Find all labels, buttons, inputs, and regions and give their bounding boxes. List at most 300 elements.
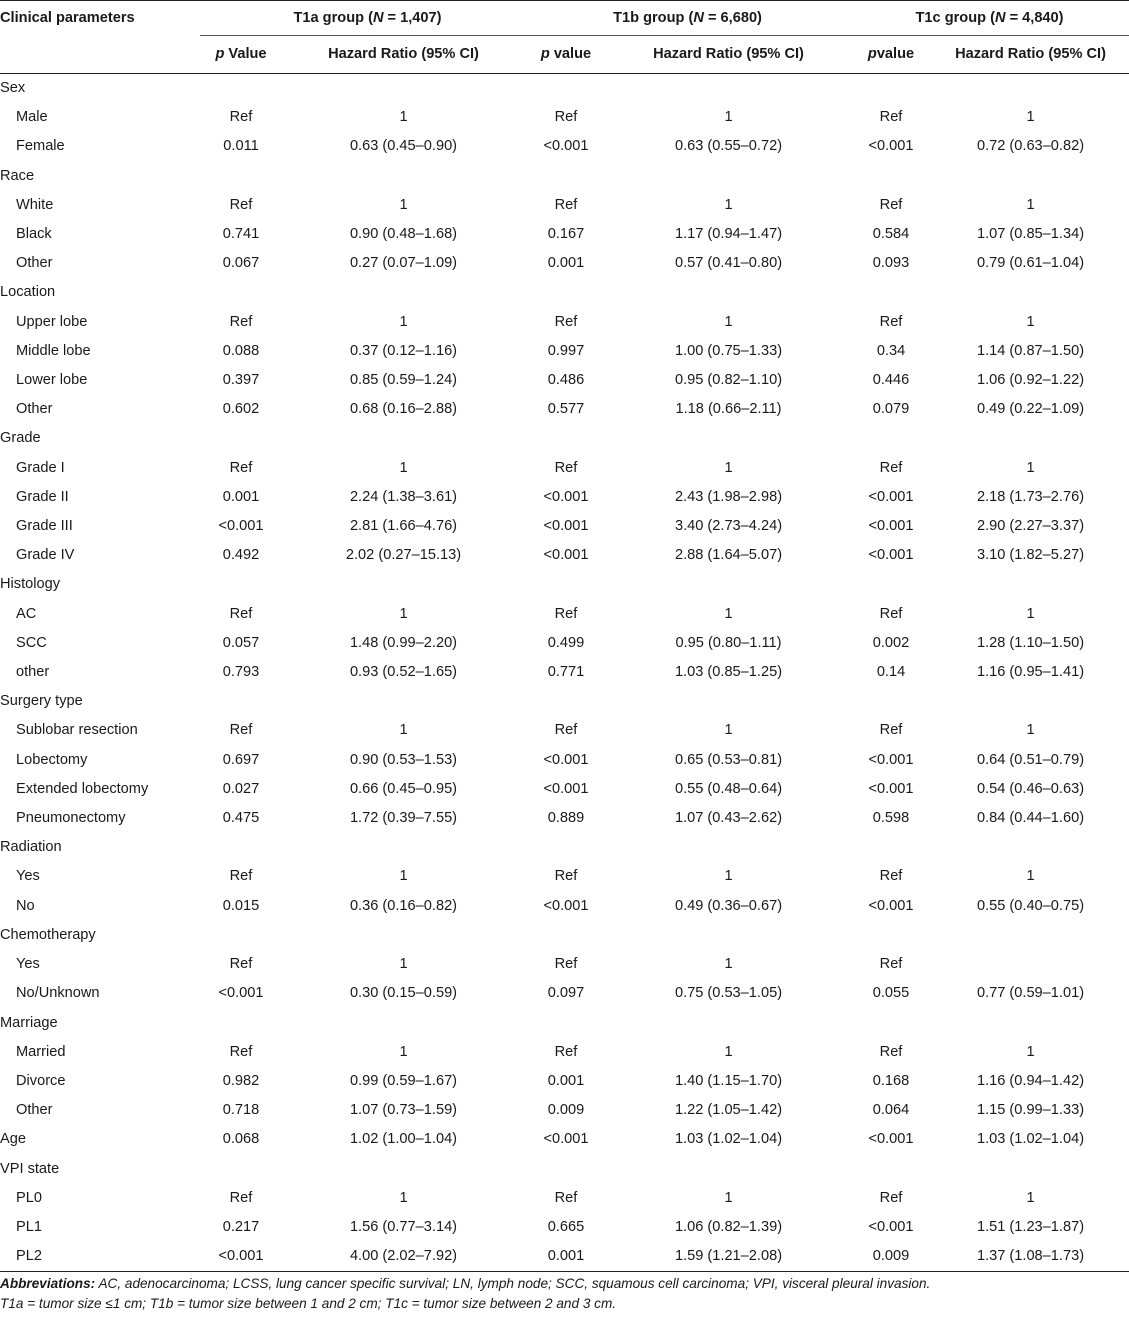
t1a-hazard-ratio-cell: 0.63 (0.45–0.90) <box>349 138 458 155</box>
t1c-p-value-cell: 0.064 <box>872 1102 910 1119</box>
t1c-hazard-ratio-cell: 1 <box>1026 868 1035 885</box>
t1b-p-value-cell: Ref <box>554 1043 578 1060</box>
t1c-hazard-ratio-cell: 1 <box>1026 313 1035 330</box>
parameter-label: PL0 <box>16 1189 42 1206</box>
t1c-p-value-cell: 0.14 <box>876 664 906 681</box>
parameter-label: Extended lobectomy <box>16 780 149 797</box>
t1b-hazard-ratio-cell <box>607 424 850 453</box>
t1c-hazard-ratio-cell: 2.90 (2.27–3.37) <box>976 518 1085 535</box>
t1b-p-value-cell <box>525 570 607 599</box>
t1a-p-value-cell: Ref <box>229 196 253 213</box>
t1b-p-value-cell: Ref <box>554 196 578 213</box>
t1b-p-value-cell <box>525 278 607 307</box>
table-row <box>0 220 1129 249</box>
t1a-p-value-cell: <0.001 <box>200 1242 282 1272</box>
t1a-hazard-ratio-cell: 0.99 (0.59–1.67) <box>349 1072 458 1089</box>
t1c-hazard-ratio-cell: 1.16 (0.95–1.41) <box>976 664 1085 681</box>
t1a-p-value-cell: 0.397 <box>222 372 260 389</box>
t1a-hazard-ratio-cell: 0.36 (0.16–0.82) <box>349 897 458 914</box>
t1a-p-value-cell: 0.217 <box>222 1218 260 1235</box>
p-letter: p <box>867 46 877 62</box>
t1b-hazard-ratio-cell: 1 <box>724 196 733 213</box>
t1c-p-value-cell: <0.001 <box>868 488 914 505</box>
table-footnote <box>0 1274 1129 1314</box>
t1a-hazard-ratio-cell: 0.68 (0.16–2.88) <box>349 401 458 418</box>
t1b-p-value-cell: 0.577 <box>547 401 585 418</box>
t1c-p-value-cell: Ref <box>879 1043 903 1060</box>
t1a-hazard-ratio-cell: 1 <box>399 868 408 885</box>
t1a-hazard-ratio-cell: 1 <box>399 605 408 622</box>
t1b-hazard-ratio-cell <box>607 1009 850 1038</box>
t1c-hazard-ratio-cell: 1.15 (0.99–1.33) <box>976 1102 1085 1119</box>
t1c-p-value-cell: <0.001 <box>868 897 914 914</box>
table-row <box>0 541 1129 570</box>
t1a-p-value-cell: Ref <box>229 313 253 330</box>
t1b-p-value-cell <box>525 921 607 950</box>
n-letter: N <box>994 10 1006 26</box>
table-row <box>0 337 1129 366</box>
category-label: Race <box>0 167 35 184</box>
t1b-p-value-cell: 0.001 <box>525 1242 607 1272</box>
group-prefix: T1c group ( <box>915 10 995 26</box>
parameter-label: Grade II <box>16 488 69 505</box>
t1a-p-value-cell: 0.057 <box>222 634 260 651</box>
t1b-p-value-cell: 0.167 <box>547 226 585 243</box>
t1c-p-value-cell <box>850 424 932 453</box>
p-rest: value <box>549 46 592 62</box>
table-row <box>0 892 1129 921</box>
t1b-hazard-ratio-cell <box>607 687 850 716</box>
t1c-p-value-cell: 0.002 <box>872 634 910 651</box>
t1c-hazard-ratio-cell: 1.14 (0.87–1.50) <box>976 342 1085 359</box>
table-header <box>0 1 1129 74</box>
t1b-p-value-cell: 0.001 <box>547 255 585 272</box>
t1b-p-value-cell: Ref <box>554 605 578 622</box>
t1a-hazard-ratio-cell <box>282 921 525 950</box>
t1b-p-value-cell <box>525 162 607 191</box>
t1c-p-value-cell: Ref <box>879 956 903 973</box>
t1b-p-value-cell <box>525 1009 607 1038</box>
t1a-hazard-ratio-cell: 0.90 (0.48–1.68) <box>349 226 458 243</box>
category-label: Grade <box>0 430 41 447</box>
t1b-hazard-ratio-cell: 1.17 (0.94–1.47) <box>674 226 783 243</box>
parameter-label: Grade IV <box>16 547 75 564</box>
t1c-hazard-ratio-cell <box>932 833 1129 862</box>
category-label: VPI state <box>0 1160 60 1177</box>
parameter-label: Lower lobe <box>16 372 88 389</box>
t1a-p-value-cell: 0.718 <box>222 1102 260 1119</box>
table-row <box>0 249 1129 278</box>
t1a-p-value-header <box>200 36 282 74</box>
parameter-label: PL1 <box>16 1218 42 1235</box>
table-row <box>0 804 1129 833</box>
t1a-p-value-cell: Ref <box>229 868 253 885</box>
parameter-label: Middle lobe <box>16 342 91 359</box>
category-label: Sex <box>0 80 26 96</box>
t1a-hazard-ratio-cell: 1 <box>399 1189 408 1206</box>
t1a-p-value-cell: 0.982 <box>222 1072 260 1089</box>
t1c-p-value-cell: <0.001 <box>868 547 914 564</box>
table-row <box>0 103 1129 132</box>
t1c-hazard-ratio-cell: 1 <box>1026 1043 1035 1060</box>
clinical-parameters-header: Clinical parameters <box>0 1 200 36</box>
t1c-p-value-cell <box>850 1009 932 1038</box>
t1a-hazard-ratio-cell: 4.00 (2.02–7.92) <box>282 1242 525 1272</box>
t1a-hazard-ratio-cell: 1.48 (0.99–2.20) <box>349 634 458 651</box>
t1c-p-value-cell: <0.001 <box>868 751 914 768</box>
t1b-hazard-ratio-cell: 0.57 (0.41–0.80) <box>674 255 783 272</box>
t1c-p-value-cell: Ref <box>879 196 903 213</box>
t1a-hazard-ratio-cell <box>282 1009 525 1038</box>
category-label: Age <box>0 1131 26 1148</box>
t1c-p-value-cell <box>850 921 932 950</box>
t1a-p-value-cell: 0.697 <box>222 751 260 768</box>
category-row <box>0 687 1129 716</box>
t1b-hazard-ratio-cell <box>607 921 850 950</box>
t1b-hazard-ratio-cell: 0.95 (0.82–1.10) <box>674 372 783 389</box>
t1a-hazard-ratio-cell <box>282 1155 525 1184</box>
t1c-p-value-cell: 0.34 <box>876 342 906 359</box>
t1b-hazard-ratio-cell: 1 <box>724 605 733 622</box>
t1a-group-header <box>200 1 525 36</box>
t1b-hazard-ratio-cell: 2.88 (1.64–5.07) <box>674 547 783 564</box>
t1c-hazard-ratio-cell: 1.07 (0.85–1.34) <box>976 226 1085 243</box>
t1b-hazard-ratio-cell: 1 <box>724 1189 733 1206</box>
t1a-hazard-ratio-cell: 1.02 (1.00–1.04) <box>349 1131 458 1148</box>
t1a-p-value-cell: 0.741 <box>222 226 260 243</box>
p-rest: value <box>876 46 915 62</box>
t1a-hazard-ratio-cell: 0.90 (0.53–1.53) <box>349 751 458 768</box>
t1c-p-value-cell: Ref <box>879 722 903 739</box>
t1c-p-value-cell: Ref <box>879 1189 903 1206</box>
t1a-p-value-cell: 0.475 <box>222 810 260 827</box>
table-row <box>0 979 1129 1008</box>
table-row <box>0 950 1129 979</box>
p-letter: p <box>215 46 225 62</box>
t1c-hazard-ratio-cell: 1 <box>1026 605 1035 622</box>
t1c-hazard-ratio-cell <box>932 424 1129 453</box>
t1c-p-value-cell: Ref <box>879 605 903 622</box>
group-n: = 1,407) <box>383 10 442 26</box>
t1b-hazard-ratio-cell <box>607 162 850 191</box>
parameter-label: Grade I <box>16 459 65 476</box>
t1c-hazard-ratio-cell: 2.18 (1.73–2.76) <box>976 488 1085 505</box>
t1b-p-value-cell <box>525 424 607 453</box>
t1b-hazard-ratio-cell: 1 <box>724 1043 733 1060</box>
t1a-hazard-ratio-cell: 1.72 (0.39–7.55) <box>349 810 458 827</box>
t1c-hazard-ratio-cell: 1 <box>1026 109 1035 126</box>
t1a-hazard-ratio-cell: 1 <box>399 722 408 739</box>
t1c-hazard-ratio-cell <box>932 950 1129 979</box>
n-letter: N <box>693 10 704 26</box>
table-row <box>0 600 1129 629</box>
t1b-hazard-ratio-cell: 0.95 (0.80–1.11) <box>675 634 782 651</box>
t1b-p-value-cell: <0.001 <box>543 1131 589 1148</box>
category-row <box>0 570 1129 599</box>
t1b-p-value-cell: Ref <box>554 868 578 885</box>
t1b-hazard-ratio-cell: 0.63 (0.55–0.72) <box>674 138 783 155</box>
t1c-p-value-cell: Ref <box>879 313 903 330</box>
table-row <box>0 395 1129 424</box>
table-row <box>0 862 1129 891</box>
category-label: Surgery type <box>0 693 83 710</box>
parameter-label: Other <box>16 255 53 272</box>
parameter-label: Yes <box>16 956 40 973</box>
t1c-hazard-ratio-cell: 3.10 (1.82–5.27) <box>976 547 1085 564</box>
footnote-abbreviations <box>0 1274 1129 1294</box>
t1a-hazard-ratio-cell: 1 <box>399 109 408 126</box>
parameter-label: Pneumonectomy <box>16 810 126 827</box>
t1c-hazard-ratio-cell: 1.37 (1.08–1.73) <box>932 1242 1129 1272</box>
category-row <box>0 921 1129 950</box>
t1c-p-value-cell: Ref <box>879 868 903 885</box>
t1b-hazard-ratio-cell <box>607 570 850 599</box>
t1c-hazard-ratio-cell: 1 <box>1026 196 1035 213</box>
t1b-hazard-ratio-cell: 0.75 (0.53–1.05) <box>674 985 783 1002</box>
category-row <box>0 1125 1129 1154</box>
table-row <box>0 191 1129 220</box>
t1c-hazard-ratio-cell: 1 <box>1026 1189 1035 1206</box>
t1b-hazard-ratio-cell: 1 <box>724 459 733 476</box>
t1c-hazard-ratio-cell <box>932 1009 1129 1038</box>
t1a-p-value-cell <box>200 921 282 950</box>
t1b-hazard-ratio-cell: 1.03 (1.02–1.04) <box>674 1131 783 1148</box>
t1b-p-value-cell: 0.001 <box>547 1072 585 1089</box>
blank-header-cell <box>0 36 200 74</box>
t1b-p-value-cell: <0.001 <box>543 897 589 914</box>
t1c-p-value-cell: <0.001 <box>868 780 914 797</box>
category-label: Histology <box>0 576 61 593</box>
t1a-p-value-cell <box>200 1009 282 1038</box>
category-row <box>0 278 1129 307</box>
table-row <box>0 454 1129 483</box>
t1c-p-value-cell: <0.001 <box>868 1218 914 1235</box>
category-row <box>0 1009 1129 1038</box>
t1a-p-value-cell: Ref <box>229 605 253 622</box>
t1a-hazard-ratio-header: Hazard Ratio (95% CI) <box>282 36 525 74</box>
table-body <box>0 74 1129 1272</box>
t1b-hazard-ratio-header: Hazard Ratio (95% CI) <box>607 36 850 74</box>
t1a-hazard-ratio-cell <box>282 278 525 307</box>
t1c-group-header <box>850 1 1129 36</box>
parameter-label: Other <box>16 1102 53 1119</box>
t1a-hazard-ratio-cell: 0.37 (0.12–1.16) <box>349 342 458 359</box>
t1b-p-value-cell: Ref <box>554 956 578 973</box>
t1b-hazard-ratio-cell: 1 <box>724 109 733 126</box>
category-label: Marriage <box>0 1014 58 1031</box>
t1b-p-value-cell: 0.097 <box>547 985 585 1002</box>
t1c-p-value-cell: 0.093 <box>872 255 910 272</box>
t1a-hazard-ratio-cell <box>282 570 525 599</box>
t1c-hazard-ratio-cell <box>932 278 1129 307</box>
t1b-hazard-ratio-cell: 1 <box>724 313 733 330</box>
t1a-p-value-cell <box>200 74 282 104</box>
t1b-p-value-cell: 0.665 <box>547 1218 585 1235</box>
t1c-p-value-cell: 0.055 <box>872 985 910 1002</box>
t1a-p-value-cell: Ref <box>229 109 253 126</box>
group-prefix: T1a group ( <box>293 10 373 26</box>
t1b-hazard-ratio-cell: 0.49 (0.36–0.67) <box>674 897 783 914</box>
t1b-p-value-cell: Ref <box>554 313 578 330</box>
parameter-label: White <box>16 196 54 213</box>
t1a-hazard-ratio-cell: 2.02 (0.27–15.13) <box>345 547 462 564</box>
t1b-p-value-cell <box>525 1155 607 1184</box>
t1a-hazard-ratio-cell: 0.85 (0.59–1.24) <box>349 372 458 389</box>
t1c-p-value-cell: <0.001 <box>868 1131 914 1148</box>
t1b-hazard-ratio-cell: 1 <box>724 956 733 973</box>
parameter-label: Male <box>16 109 48 126</box>
p-letter: p <box>540 46 550 62</box>
t1b-p-value-cell: <0.001 <box>543 488 589 505</box>
t1c-hazard-ratio-cell: 0.49 (0.22–1.09) <box>976 401 1085 418</box>
t1a-hazard-ratio-cell: 0.93 (0.52–1.65) <box>349 664 458 681</box>
t1b-hazard-ratio-cell: 0.55 (0.48–0.64) <box>674 780 783 797</box>
t1c-hazard-ratio-cell <box>932 687 1129 716</box>
parameter-label: Female <box>16 138 65 155</box>
t1c-hazard-ratio-cell: 0.64 (0.51–0.79) <box>976 751 1085 768</box>
t1b-p-value-header <box>525 36 607 74</box>
t1c-p-value-cell <box>850 833 932 862</box>
t1c-hazard-ratio-cell: 1.03 (1.02–1.04) <box>976 1131 1085 1148</box>
parameter-label: Grade III <box>16 518 73 535</box>
parameter-label: Married <box>16 1043 66 1060</box>
category-row <box>0 424 1129 453</box>
category-row <box>0 74 1129 104</box>
t1a-p-value-cell: 0.602 <box>222 401 260 418</box>
parameter-label: Other <box>16 401 53 418</box>
t1b-hazard-ratio-cell: 0.65 (0.53–0.81) <box>674 751 783 768</box>
category-row <box>0 833 1129 862</box>
t1c-hazard-ratio-cell <box>932 74 1129 104</box>
abbreviations-label: Abbreviations: <box>0 1276 96 1292</box>
t1b-hazard-ratio-cell: 1.00 (0.75–1.33) <box>674 342 783 359</box>
t1b-hazard-ratio-cell: 1.03 (0.85–1.25) <box>674 664 783 681</box>
t1c-hazard-ratio-cell <box>932 921 1129 950</box>
t1a-p-value-cell: 0.492 <box>222 547 260 564</box>
table-row <box>0 629 1129 658</box>
table-row <box>0 658 1129 687</box>
t1c-p-value-cell: Ref <box>879 459 903 476</box>
t1c-p-value-cell <box>850 162 932 191</box>
t1a-hazard-ratio-cell: 2.24 (1.38–3.61) <box>349 488 458 505</box>
t1a-hazard-ratio-cell <box>282 162 525 191</box>
t1c-p-value-cell: <0.001 <box>868 518 914 535</box>
table-row <box>0 1038 1129 1067</box>
t1a-hazard-ratio-cell: 2.81 (1.66–4.76) <box>349 518 458 535</box>
t1a-p-value-cell <box>200 687 282 716</box>
t1b-p-value-cell <box>525 74 607 104</box>
table-row <box>0 746 1129 775</box>
t1c-hazard-ratio-cell: 0.77 (0.59–1.01) <box>976 985 1085 1002</box>
parameter-label: PL2 <box>0 1242 200 1272</box>
t1a-p-value-cell: <0.001 <box>218 518 264 535</box>
table-row <box>0 775 1129 804</box>
parameter-label: other <box>16 664 50 681</box>
parameter-label: Sublobar resection <box>16 722 138 739</box>
t1c-p-value-cell: Ref <box>879 109 903 126</box>
n-letter: N <box>372 10 384 26</box>
t1b-p-value-cell: <0.001 <box>543 547 589 564</box>
t1a-hazard-ratio-cell: 1.07 (0.73–1.59) <box>349 1102 458 1119</box>
t1c-p-value-cell <box>850 570 932 599</box>
parameter-label: Yes <box>16 868 40 885</box>
category-label: Chemotherapy <box>0 926 96 943</box>
t1b-p-value-cell: <0.001 <box>543 780 589 797</box>
table-row <box>0 132 1129 161</box>
table-row <box>0 1067 1129 1096</box>
t1a-p-value-cell: <0.001 <box>218 985 264 1002</box>
t1c-hazard-ratio-cell <box>932 570 1129 599</box>
group-prefix: T1b group ( <box>613 10 694 26</box>
t1a-hazard-ratio-cell: 1 <box>399 956 408 973</box>
t1c-hazard-ratio-header: Hazard Ratio (95% CI) <box>932 36 1129 74</box>
t1b-p-value-cell: Ref <box>554 1189 578 1206</box>
t1a-p-value-cell <box>200 424 282 453</box>
t1a-p-value-cell: Ref <box>229 722 253 739</box>
t1c-hazard-ratio-cell: 0.84 (0.44–1.60) <box>976 810 1085 827</box>
t1a-p-value-cell: 0.001 <box>222 488 260 505</box>
t1c-p-value-cell: <0.001 <box>868 138 914 155</box>
t1a-hazard-ratio-cell: 0.66 (0.45–0.95) <box>349 780 458 797</box>
t1a-hazard-ratio-cell <box>282 424 525 453</box>
parameter-label: Lobectomy <box>16 751 88 768</box>
t1a-p-value-cell: 0.027 <box>222 780 260 797</box>
t1b-p-value-cell: Ref <box>554 722 578 739</box>
t1a-hazard-ratio-cell: 0.27 (0.07–1.09) <box>349 255 458 272</box>
t1a-p-value-cell: 0.793 <box>222 664 260 681</box>
t1b-hazard-ratio-cell: 1.59 (1.21–2.08) <box>607 1242 850 1272</box>
t1a-hazard-ratio-cell: 1 <box>399 1043 408 1060</box>
t1c-hazard-ratio-cell: 0.72 (0.63–0.82) <box>976 138 1085 155</box>
t1b-p-value-cell: 0.486 <box>547 372 585 389</box>
table-row <box>0 1213 1129 1242</box>
table-row <box>0 512 1129 541</box>
t1b-hazard-ratio-cell: 1.06 (0.82–1.39) <box>674 1218 783 1235</box>
parameter-label: SCC <box>16 634 47 651</box>
t1b-hazard-ratio-cell: 1.22 (1.05–1.42) <box>674 1102 783 1119</box>
table-row <box>0 1184 1129 1213</box>
table-row <box>0 308 1129 337</box>
t1a-p-value-cell <box>200 278 282 307</box>
t1a-p-value-cell: 0.068 <box>222 1131 260 1148</box>
t1c-p-value-header <box>850 36 932 74</box>
t1b-p-value-cell: <0.001 <box>543 138 589 155</box>
t1a-p-value-cell: 0.067 <box>222 255 260 272</box>
t1b-p-value-cell: 0.889 <box>547 810 585 827</box>
t1a-p-value-cell: 0.088 <box>222 342 260 359</box>
t1b-p-value-cell: Ref <box>554 109 578 126</box>
t1b-hazard-ratio-cell: 2.43 (1.98–2.98) <box>674 488 783 505</box>
t1a-hazard-ratio-cell: 1 <box>399 459 408 476</box>
t1c-hazard-ratio-cell <box>932 162 1129 191</box>
t1a-p-value-cell <box>200 1155 282 1184</box>
abbreviations-text: AC, adenocarcinoma; LCSS, lung cancer specific survival; LN, lymph node; SCC, squamous cell carcinoma; VPI, visceral pleural invasion. <box>95 1276 931 1292</box>
t1b-hazard-ratio-cell <box>607 278 850 307</box>
t1a-p-value-cell: 0.015 <box>222 897 260 914</box>
t1a-p-value-cell: Ref <box>229 1043 253 1060</box>
t1c-hazard-ratio-cell: 0.54 (0.46–0.63) <box>976 780 1085 797</box>
parameter-label: Divorce <box>16 1072 66 1089</box>
t1c-p-value-cell <box>850 687 932 716</box>
t1b-p-value-cell: <0.001 <box>543 751 589 768</box>
t1c-hazard-ratio-cell: 1.51 (1.23–1.87) <box>976 1218 1085 1235</box>
t1b-hazard-ratio-cell: 1.18 (0.66–2.11) <box>675 401 782 418</box>
t1c-p-value-cell <box>850 278 932 307</box>
t1a-p-value-cell: Ref <box>229 459 253 476</box>
t1a-hazard-ratio-cell <box>282 687 525 716</box>
t1c-hazard-ratio-cell: 1.06 (0.92–1.22) <box>976 372 1085 389</box>
t1c-hazard-ratio-cell: 0.55 (0.40–0.75) <box>976 897 1085 914</box>
